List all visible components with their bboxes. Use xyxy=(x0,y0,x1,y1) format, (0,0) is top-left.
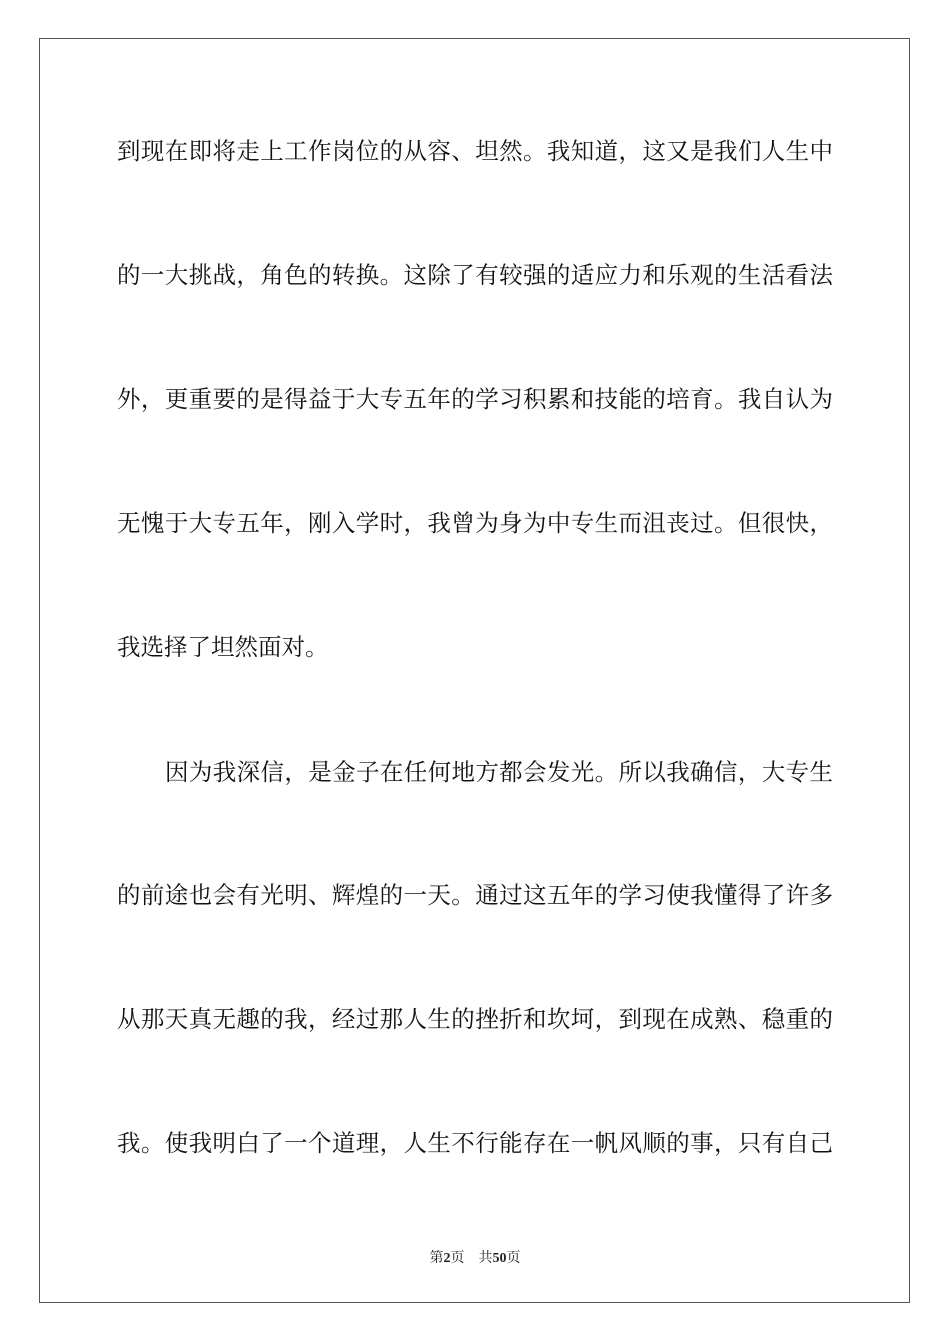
text-line-4: 无愧于大专五年，刚入学时，我曾为身为中专生而沮丧过。但很快， xyxy=(117,509,833,537)
text-line-7: 的前途也会有光明、辉煌的一天。通过这五年的学习使我懂得了许多 xyxy=(117,881,833,909)
total-suffix: 页 xyxy=(506,1251,521,1266)
text-line-6: 因为我深信，是金子在任何地方都会发光。所以我确信，大专生 xyxy=(165,758,833,786)
text-line-3: 外，更重要的是得益于大专五年的学习积累和技能的培育。我自认为 xyxy=(117,385,833,413)
text-line-9: 我。使我明白了一个道理，人生不行能存在一帆风顺的事，只有自己 xyxy=(117,1129,833,1157)
total-prefix: 共 xyxy=(478,1251,493,1266)
page-prefix: 第 xyxy=(429,1251,444,1266)
text-line-1: 到现在即将走上工作岗位的从容、坦然。我知道，这又是我们人生中 xyxy=(117,137,833,165)
text-line-8: 从那天真无趣的我，经过那人生的挫折和坎坷，到现在成熟、稳重的 xyxy=(117,1005,833,1033)
text-line-2: 的一大挑战，角色的转换。这除了有较强的适应力和乐观的生活看法 xyxy=(117,261,833,289)
page-number: 2 xyxy=(443,1251,451,1266)
page-border xyxy=(39,38,910,1303)
page-footer xyxy=(0,1247,950,1267)
page-suffix: 页 xyxy=(450,1251,465,1266)
total-pages: 50 xyxy=(492,1251,507,1266)
text-line-5: 我选择了坦然面对。 xyxy=(117,633,329,661)
